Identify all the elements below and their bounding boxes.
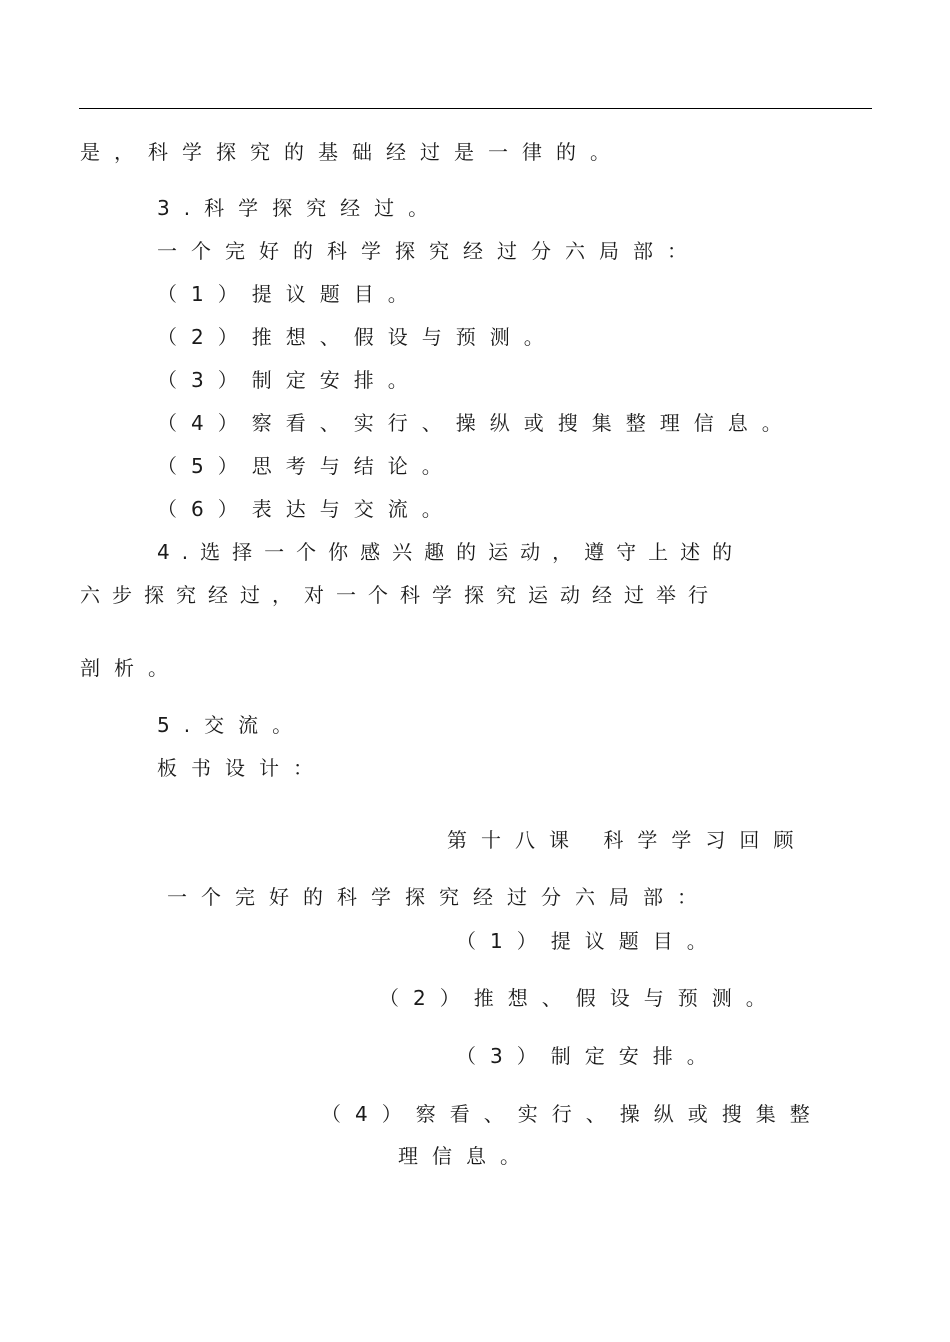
header-rule (79, 108, 872, 109)
section-heading: 5.交流。 (157, 713, 307, 737)
paragraph-line: 六步探究经过，对一个科学探究运动经过举行 (80, 583, 720, 607)
board-item: （2）推想、假设与预测。 (379, 986, 780, 1010)
paragraph-line: 板书设计： (157, 756, 327, 780)
board-item: 理信息。 (398, 1144, 534, 1168)
board-item: （4）察看、实行、操纵或搜集整 (321, 1102, 824, 1126)
list-item: （3）制定安排。 (157, 368, 422, 392)
list-item: （5）思考与结论。 (157, 454, 456, 478)
paragraph-line: 剖析。 (80, 656, 182, 680)
list-item: （1）提议题目。 (157, 282, 422, 306)
paragraph-line: 是，科学探究的基础经过是一律的。 (80, 140, 624, 164)
list-item: （4）察看、实行、操纵或搜集整理信息。 (157, 411, 796, 435)
list-item: （2）推想、假设与预测。 (157, 325, 558, 349)
board-intro: 一个完好的科学探究经过分六局部： (167, 885, 711, 909)
paragraph-line: 4.选择一个你感兴趣的运动，遵守上述的 (157, 540, 745, 564)
section-heading: 3.科学探究经过。 (157, 196, 443, 220)
board-item: （1）提议题目。 (456, 929, 721, 953)
board-title: 第十八课 科学学习回顾 (447, 828, 808, 852)
paragraph-line: 一个完好的科学探究经过分六局部： (157, 239, 701, 263)
board-item: （3）制定安排。 (456, 1044, 721, 1068)
list-item: （6）表达与交流。 (157, 497, 456, 521)
